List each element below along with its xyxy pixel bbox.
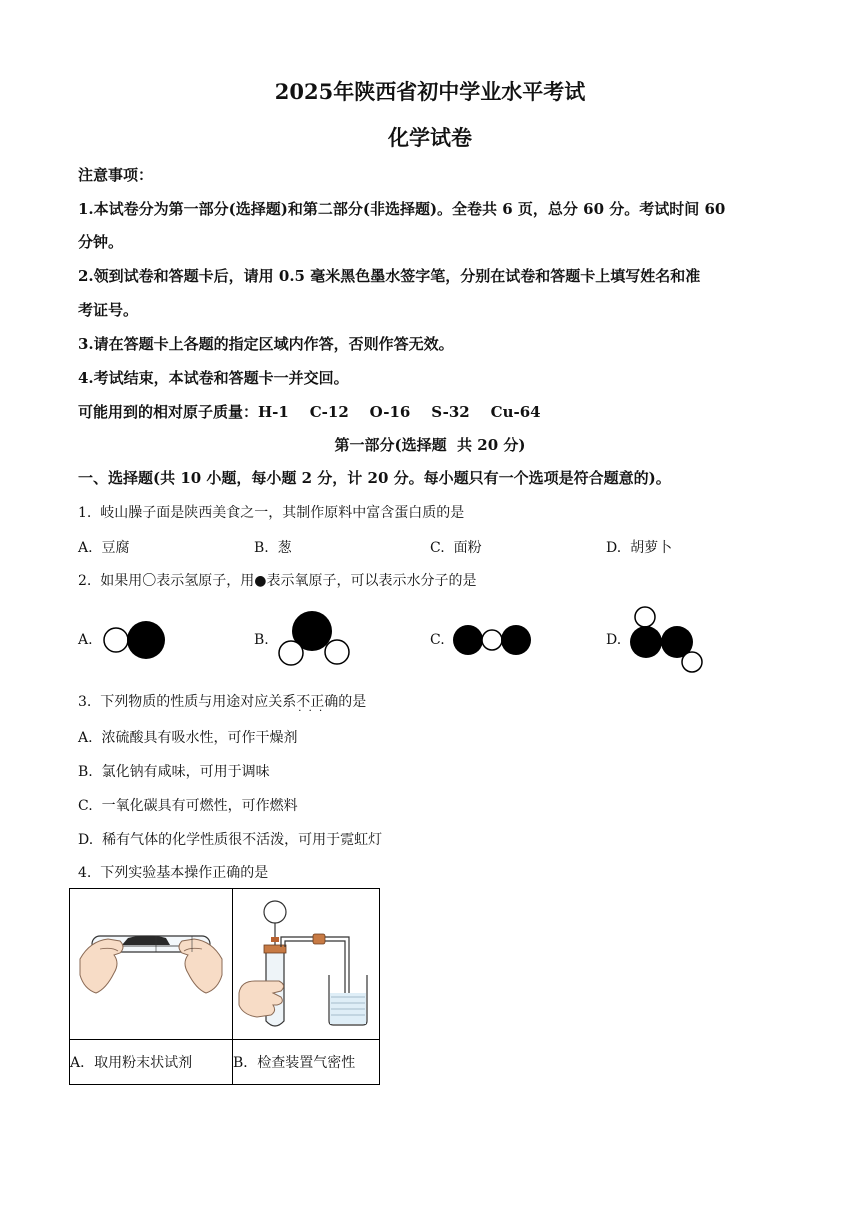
q4-caption-a: A．取用粉末状试剂 [70, 1040, 233, 1085]
q3-option-a: A. 浓硫酸具有吸水性，可作干燥剂 [78, 730, 298, 746]
q2-label-b: B. [254, 632, 269, 648]
airtightness-check-illustration [233, 889, 379, 1035]
note-line-2: 分钟。 [78, 233, 124, 251]
q2-label-d: D. [606, 632, 622, 648]
q2-model-d [626, 604, 708, 674]
q3-option-b: B. 氯化钠有咸味，可用于调味 [78, 764, 270, 780]
q4-figure-a-cell [70, 889, 233, 1040]
q1-option-b: B. 葱 [254, 540, 292, 556]
q1-option-c: C. 面粉 [430, 540, 482, 556]
q4-figure-b-cell [233, 889, 380, 1040]
q2-stem: 2. 如果用〇表示氢原子，用●表示氧原子，可以表示水分子的是 [78, 573, 477, 589]
q2-model-b [275, 608, 355, 670]
powder-reagent-illustration [70, 889, 232, 1035]
notes-heading: 注意事项： [78, 166, 154, 184]
q3-option-c: C. 一氧化碳具有可燃性，可作燃料 [78, 798, 298, 814]
atomic-mass-line: 可能用到的相对原子质量：H-1 C-12 O-16 S-32 Cu-64 [78, 403, 541, 421]
q3-stem [78, 691, 366, 711]
q2-label-a: A. [78, 632, 93, 648]
part1-heading: 第一部分(选择题 共 20 分) [334, 436, 526, 454]
q2-model-a [100, 618, 172, 662]
q4-caption-b: B．检查装置气密性 [233, 1040, 380, 1085]
note-line-4: 考证号。 [78, 301, 139, 319]
section-heading: 一、选择题(共 10 小题，每小题 2 分，计 20 分。每小题只有一个选项是符合题意的)。 [78, 469, 671, 487]
q1-option-a: A. 豆腐 [78, 540, 130, 556]
exam-subtitle: 化学试卷 [388, 125, 472, 150]
q3-stem-emphasis: 不正确 · · · [296, 694, 338, 710]
q2-label-c: C. [430, 632, 445, 648]
note-line-5: 3.请在答题卡上各题的指定区域内作答，否则作答无效。 [78, 335, 454, 353]
q3-stem-post: 的是 [338, 694, 367, 710]
note-line-3: 2.领到试卷和答题卡后，请用 0.5 毫米黑色墨水签字笔，分别在试卷和答题卡上填写姓名和准 [78, 267, 701, 285]
q3-stem-pre: 3. 下列物质的性质与用途对应关系 [78, 694, 297, 710]
exam-title: 2025年陕西省初中学业水平考试 [274, 79, 586, 104]
q2-model-c [450, 622, 534, 658]
q3-option-d: D. 稀有气体的化学性质很不活泼，可用于霓虹灯 [78, 832, 383, 848]
q1-option-d: D. 胡萝卜 [606, 540, 673, 556]
note-line-6: 4.考试结束，本试卷和答题卡一并交回。 [78, 369, 349, 387]
q4-stem: 4. 下列实验基本操作正确的是 [78, 865, 269, 881]
q1-stem: 1. 岐山臊子面是陕西美食之一，其制作原料中富含蛋白质的是 [78, 505, 465, 521]
q4-figure-table [69, 888, 380, 1085]
note-line-1: 1.本试卷分为第一部分(选择题)和第二部分(非选择题)。全卷共 6 页，总分 60 分。考试时间 60 [78, 200, 726, 218]
